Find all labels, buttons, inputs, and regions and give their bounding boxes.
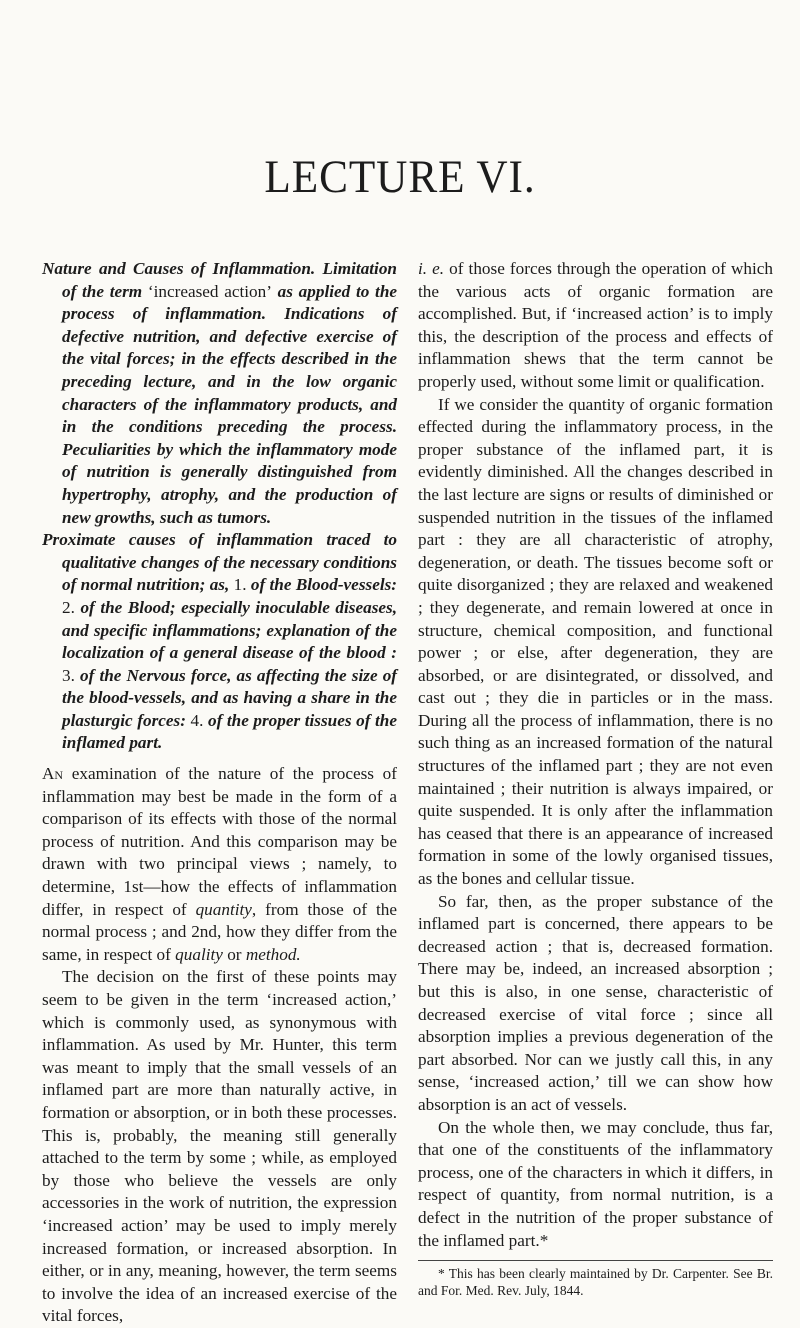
footnote-divider: [418, 1260, 773, 1261]
summary-paragraph-1: Nature and Causes of Inflammation. Limitation of the term ‘increased action’ as applied to the process of inflammation. Indications of defective nutrition, and defective exercise of the vital forces; in the effects described in the preceding lecture, and in the low organic characters of the inflammatory products, and in the conditions preceding the process. Peculiarities by which the inflammatory mode of nutrition is generally distinguished from hypertrophy, atrophy, and the production of new growths, such as tumors.: [42, 259, 398, 527]
page-title: LECTURE VI.: [264, 151, 536, 203]
body-paragraph-1: An examination of the nature of the process of inflammation may best be made in the form of a comparison of its effects with those of the normal process of nutrition. And this comparison may be drawn with two principal views ; namely, to determine, 1st—how the effects of inflammation differ, in respect of quantity, from those of the normal process ; and 2nd, how they differ from the same, in respect of quality or method.: [42, 764, 397, 964]
body-paragraph-3: If we consider the quantity of organic formation effected during the inflammatory process, in the proper substance of the inflamed part, it is evidently diminished. All the changes described in the last lecture are signs or results of diminished or suspended nutrition in the tissues of the inflamed part : they are all characteristic of atrophy, degeneration, or death. The tissues become soft or quite disorganized ; they are relaxed and weakened ; they degenerate, and remain lowered at once in structure, chemical composition, and functional power ; or else, after degeneration, they are absorbed, or are disintegrated, or dissolved, and cast out ; they die in particles or in the mass. During all the process of inflammation, there is no such thing as an increased formation of the natural structures of the inflamed part ; they are not even maintained ; their nutrition is always impaired, or quite suspended. It is only after the inflammation has ceased that there is an appearance of increased formation in some of the lowly organised tissues, as the bones and cellular tissue.: [418, 394, 773, 889]
body-paragraph-5: On the whole then, we may conclude, thus far, that one of the constituents of the inflammatory process, one of the characters in which it differs, in respect of quantity, from normal nutrition, is a defect in the nutrition of the proper substance of the inflamed part.*: [418, 1117, 773, 1250]
footnote: * This has been clearly maintained by Dr. Carpenter. See Br. and For. Med. Rev. July, 1844.: [418, 1266, 773, 1299]
right-column: [418, 258, 773, 1299]
lecture-summary: [42, 258, 397, 755]
left-column: [42, 258, 397, 1328]
body-paragraph-2-continued: i. e. of those forces through the operation of which the various acts of organic formation are accomplished. But, if ‘increased action’ is to imply this, the description of the process and effects of inflammation shews that the term cannot be properly used, without some limit or qualification.: [418, 259, 773, 391]
body-paragraph-4: So far, then, as the proper substance of the inflamed part is concerned, there appears to be decreased action ; that is, decreased formation. There may be, indeed, an increased absorption ; but this is also, in one sense, characteristic of decreased exercise of vital force ; since all absorption implies a previous degeneration of the part absorbed. Nor can we justly call this, in any sense, ‘increased action,’ till we can show how absorption is an act of vessels.: [418, 891, 773, 1114]
body-paragraph-2: The decision on the first of these points may seem to be given in the term ‘increased action,’ which is commonly used, as synonymous with inflammation. As used by Mr. Hunter, this term was meant to imply that the small vessels of an inflamed part are more than naturally active, in formation or absorption, or in both these processes. This is, probably, the meaning still generally attached to the term by some ; while, as employed by those who believe the vessels are only accessories in the work of nutrition, the expression ‘increased action’ may be used to imply merely increased formation, or increased absorption. In either, or in any, meaning, however, the term seems to involve the idea of an increased exercise of the vital forces,: [42, 967, 397, 1326]
summary-paragraph-2: Proximate causes of inflammation traced to qualitative changes of the necessary conditions of normal nutrition; as, 1. of the Blood-vessels: 2. of the Blood; especially inoculable diseases, and specific inflammations; explanation of the localization of a general disease of the blood : 3. of the Nervous force, as affecting the size of the blood-vessels, and as having a share in the plasturgic forces: 4. of the proper tissues of the inflamed part.: [42, 530, 398, 753]
